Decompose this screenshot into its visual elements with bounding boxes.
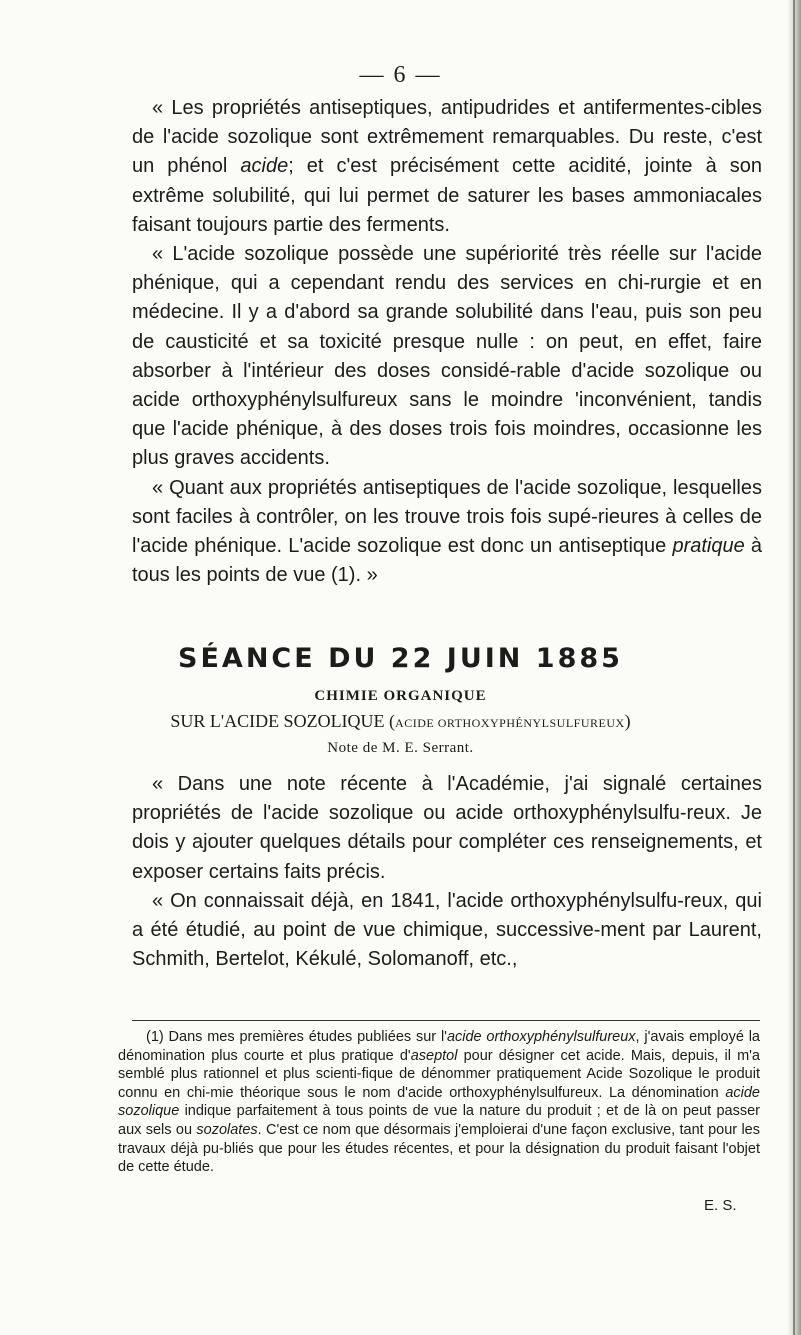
page-edge-line (793, 0, 795, 1335)
paragraph: « L'acide sozolique possède une supériorité très réelle sur l'acide phénique, qui a cependant rendu des services en chi-rurgie et en médecine. Il y a d'abord sa grande solubilité dans l'eau, puis son peu de causticité et sa toxicité presque nulle : on peut, en effet, faire absorber à l'intérieur des doses considé-rable d'acide sozolique ou acide orthoxyphénylsulfureux sans le moindre 'inconvénient, tandis que l'acide phénique, à des doses trois fois moindres, occasionne les plus graves accidents. (132, 243, 762, 470)
paragraph: « Les propriétés antiseptiques, antipudrides et antifermentes-cibles de l'acide sozolique sont extrêmement remarquables. Du reste, c'est un phénol acide; et c'est précisément cette acidité, jointe à son extrême solubilité, qui lui permet de saturer les bases ammoniacales faisant toujours partie des ferments. (132, 97, 762, 236)
footnote-signature: E. S. (704, 1197, 737, 1214)
author-line: Note de M. E. Serrant. (327, 740, 474, 756)
paragraph: « Dans une note récente à l'Académie, j'ai signalé certaines propriétés de l'acide sozolique ou acide orthoxyphénylsulfu-reux. Je dois y ajouter quelques détails pour compléter ces renseignements, et exposer certains faits précis. (132, 773, 762, 883)
note-body (132, 770, 762, 974)
page-number: — 6 — (359, 62, 442, 88)
section-heading: CHIMIE ORGANIQUE (314, 688, 487, 704)
footnote-divider (132, 1020, 760, 1021)
paragraph: « On connaissait déjà, en 1841, l'acide orthoxyphénylsulfu-reux, qui a été étudié, au point de vue chimique, successive-ment par Laurent, Schmith, Bertelot, Kékulé, Solomanoff, etc., (132, 889, 762, 971)
paragraph: « Quant aux propriétés antiseptiques de l'acide sozolique, lesquelles sont faciles à contrôler, on les trouve trois fois supé-rieures à celles de l'acide phénique. L'acide sozolique est donc un antiseptique pratique à tous les points de vue (1). » (132, 476, 762, 587)
subject-heading: SUR L'ACIDE SOZOLIQUE (ACIDE ORTHOXYPHÉNYLSULFUREUX) (170, 711, 631, 731)
session-heading: SÉANCE DU 22 JUIN 1885 (178, 643, 623, 674)
footnote: (1) Dans mes premières études publiées sur l'acide orthoxyphénylsulfureux, j'avais employé la dénomination plus courte et plus pratique d'aseptol pour désigner cet acide. Mais, depuis, il m'a semblé plus rationnel et plus scienti-fique de dénommer pratiquement Acide Sozolique le produit connu en chi-mie théorique sous le nom d'acide orthoxyphénylsulfureux. La dénomination acide sozolique indique parfaitement à tous points de vue la nature du produit ; et de là on peut passer aux sels ou sozolates. C'est ce nom que désormais j'emploierai d'une façon exclusive, tant pour les travaux déjà pu-bliés que pour les études récentes, et pour la désignation du produit faisant l'objet de cette étude. (118, 1029, 761, 1176)
quoted-passage (132, 94, 762, 590)
